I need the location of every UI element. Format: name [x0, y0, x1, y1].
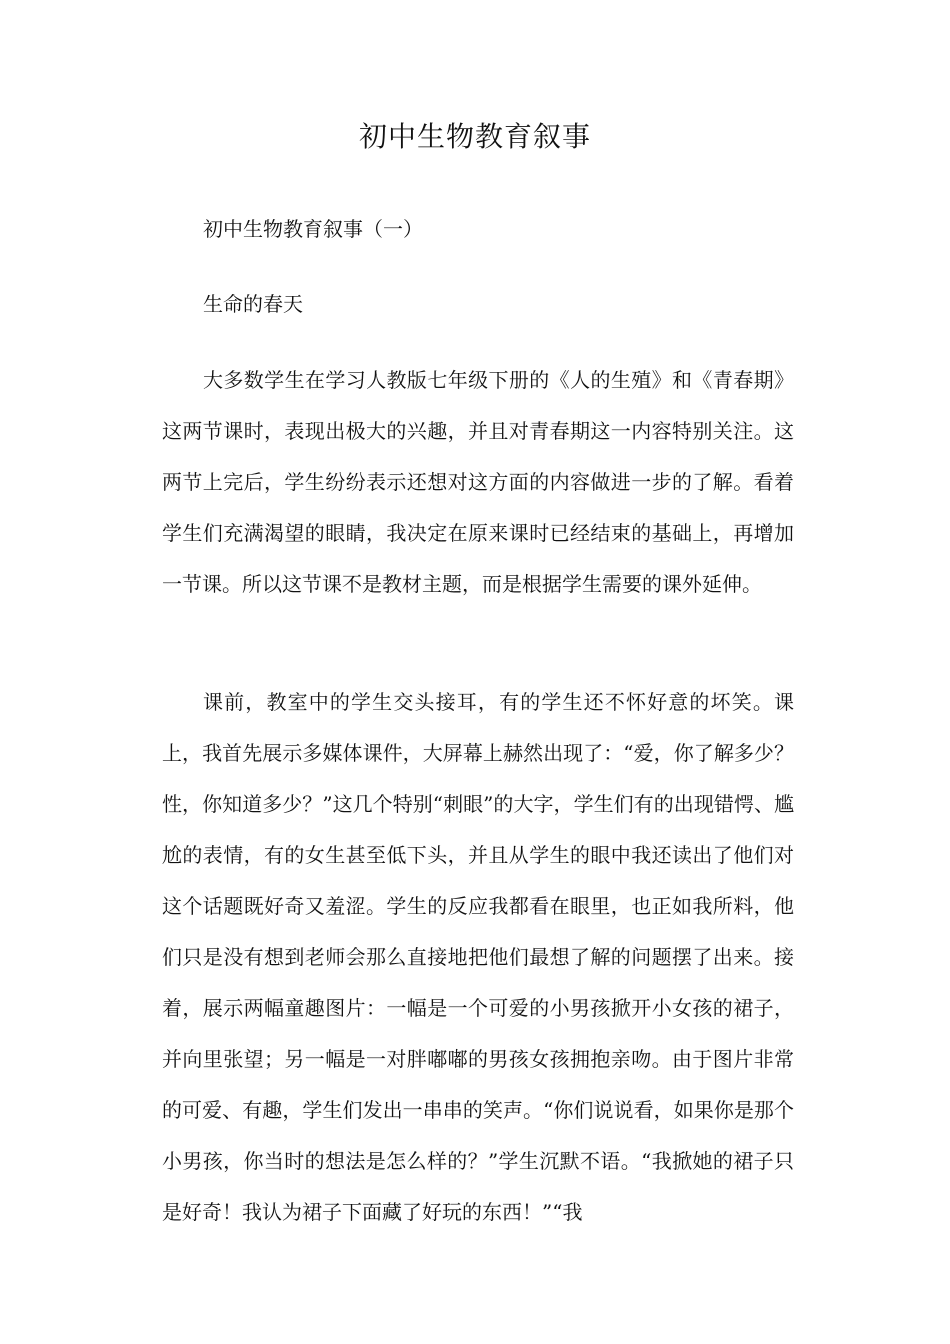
document-subtitle: 初中生物教育叙事（一） [203, 217, 423, 241]
section-title: 生命的春天 [203, 292, 303, 316]
body-paragraph-1: 大多数学生在学习人教版七年级下册的《人的生殖》和《青春期》这两节课时，表现出极大的兴趣，并且对青春期这一内容特别关注。这两节上完后，学生纷纷表示还想对这方面的内容做进一步的了解。看着学生们充满渴望的眼睛，我决定在原来课时已经结束的基础上，再增加一节课。所以这节课不是教材主题，而是根据学生需要的课外延伸。 [162, 368, 794, 596]
body-paragraph-2: 课前，教室中的学生交头接耳，有的学生还不怀好意的坏笑。课上，我首先展示多媒体课件，大屏幕上赫然出现了：“爱，你了解多少？性，你知道多少？”这几个特别“刺眼”的大字，学生们有的出现错愕、尴尬的表情，有的女生甚至低下头，并且从学生的眼中我还读出了他们对这个话题既好奇又羞涩。学生的反应我都看在眼里，也正如我所料，他们只是没有想到老师会那么直接地把他们最想了解的问题摆了出来。接着，展示两幅童趣图片：一幅是一个可爱的小男孩掀开小女孩的裙子，并向里张望；另一幅是一对胖嘟嘟的男孩女孩拥抱亲吻。由于图片非常的可爱、有趣，学生们发出一串串的笑声。“你们说说看，如果你是那个小男孩，你当时的想法是怎么样的？”学生沉默不语。“我掀她的裙子只是好奇！我认为裙子下面藏了好玩的东西！”“我 [162, 690, 794, 1224]
document-title: 初中生物教育叙事 [358, 120, 591, 153]
